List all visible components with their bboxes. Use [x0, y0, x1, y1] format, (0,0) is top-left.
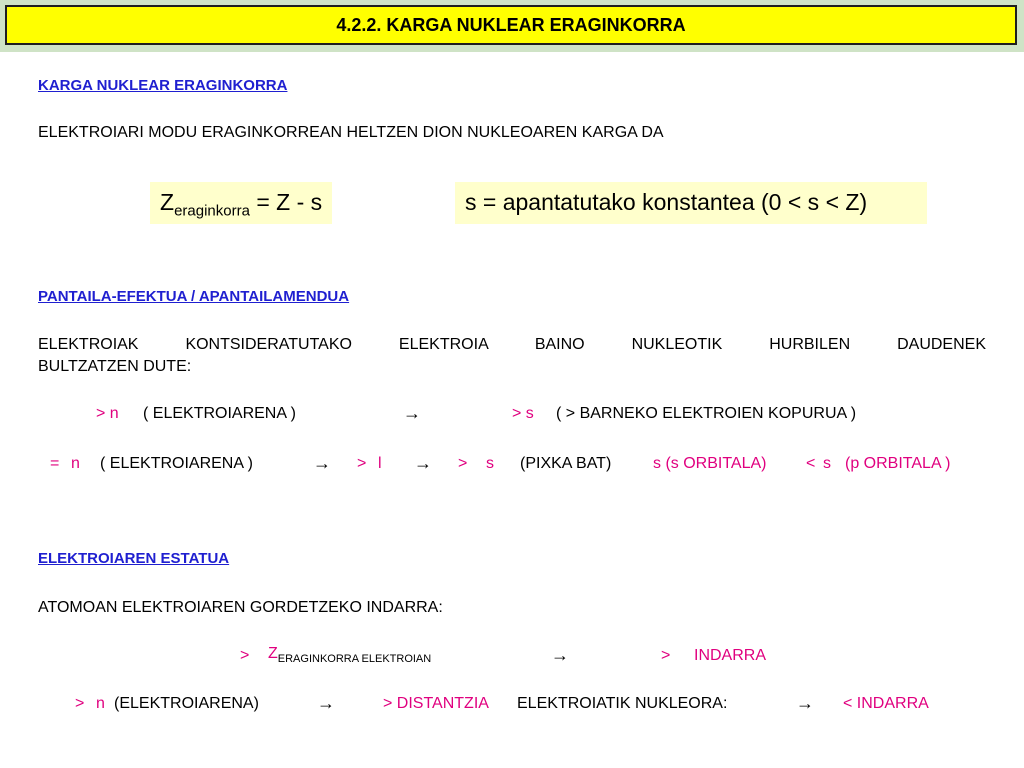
gt-n-symbol: > [75, 695, 85, 712]
gt-l-symbol: > [357, 455, 367, 472]
arrow-icon: → [414, 453, 432, 473]
s-symbol-2: s [486, 455, 494, 472]
gt-indarra-symbol: > [661, 647, 671, 664]
s-orbitala-label: s (s ORBITALA) [653, 455, 767, 472]
pantaila-paragraph-line2: BULTZATZEN DUTE: [38, 358, 192, 375]
n-symbol-3: n [96, 695, 105, 712]
p-orbitala-label: (p ORBITALA ) [845, 455, 951, 472]
barneko-elektroien-label: ( > BARNEKO ELEKTROIEN KOPURUA ) [556, 405, 857, 422]
s-symbol: s [521, 405, 534, 422]
definition-text: ELEKTROIARI MODU ERAGINKORREAN HELTZEN DION NUKLEOAREN KARGA DA [38, 124, 664, 141]
distantzia-label: > DISTANTZIA [383, 695, 489, 712]
pantaila-paragraph-line [38, 333, 986, 357]
gt-s-symbol: > [512, 405, 522, 422]
formula-z-sub: eraginkorra [174, 202, 250, 220]
lt-indarra-label: < INDARRA [843, 695, 929, 712]
elektroiarena-label-3: (ELEKTROIARENA) [114, 695, 259, 712]
z-eff-sub: ERAGINKORRA ELEKTROIAN [277, 653, 432, 666]
heading-pantaila-efektua: PANTAILA-EFEKTUA / APANTAILAMENDUA [38, 288, 350, 305]
heading-karga-nuklear: KARGA NUKLEAR ERAGINKORRA [38, 77, 288, 94]
formula-z: Z [160, 189, 175, 215]
l-symbol: l [378, 455, 382, 472]
formula-s-definition: s = apantatutako konstantea (0 < s < Z) [455, 182, 927, 224]
gt-s-symbol-2: > [458, 455, 468, 472]
gordetzeko-indarra-text: ATOMOAN ELEKTROIAREN GORDETZEKO INDARRA: [38, 599, 443, 616]
formula-rest: = Z - s [249, 189, 323, 215]
lt-symbol: < [806, 455, 816, 472]
gt-symbol: > [96, 405, 106, 422]
elektroiatik-nukleora-label: ELEKTROIATIK NUKLEORA: [517, 695, 728, 712]
gt-z-symbol: > [240, 647, 250, 664]
arrow-icon: → [551, 645, 569, 665]
arrow-icon: → [403, 403, 421, 423]
arrow-icon: → [796, 693, 814, 713]
elektroiarena-label: ( ELEKTROIARENA ) [143, 405, 296, 422]
arrow-icon: → [313, 453, 331, 473]
arrow-icon: → [317, 693, 335, 713]
screening-s [512, 405, 534, 423]
eq-symbol: = [50, 455, 60, 472]
heading-elektroiaren-estatua: ELEKTROIAREN ESTATUA [38, 550, 230, 567]
pixka-bat-label: (PIXKA BAT) [520, 455, 612, 472]
n-symbol: n [105, 405, 119, 422]
screening-line-1 [96, 405, 119, 423]
title-bar [0, 0, 1024, 52]
formula-zeff [150, 182, 332, 224]
pantaila-paragraph-visible: ELEKTROIAK KONTSIDERATUTAKO ELEKTROIA BAINO NUKLEOTIK HURBILEN DAUDENEK [38, 336, 986, 353]
indarra-label: INDARRA [694, 647, 767, 664]
elektroiarena-label-2: ( ELEKTROIARENA ) [100, 455, 253, 472]
z-symbol: Z [268, 645, 278, 662]
n-symbol-2: n [71, 455, 80, 472]
s-symbol-3: s [823, 455, 831, 472]
z-eff-label [268, 645, 431, 665]
slide-title: 4.2.2. KARGA NUKLEAR ERAGINKORRA [5, 5, 1017, 45]
